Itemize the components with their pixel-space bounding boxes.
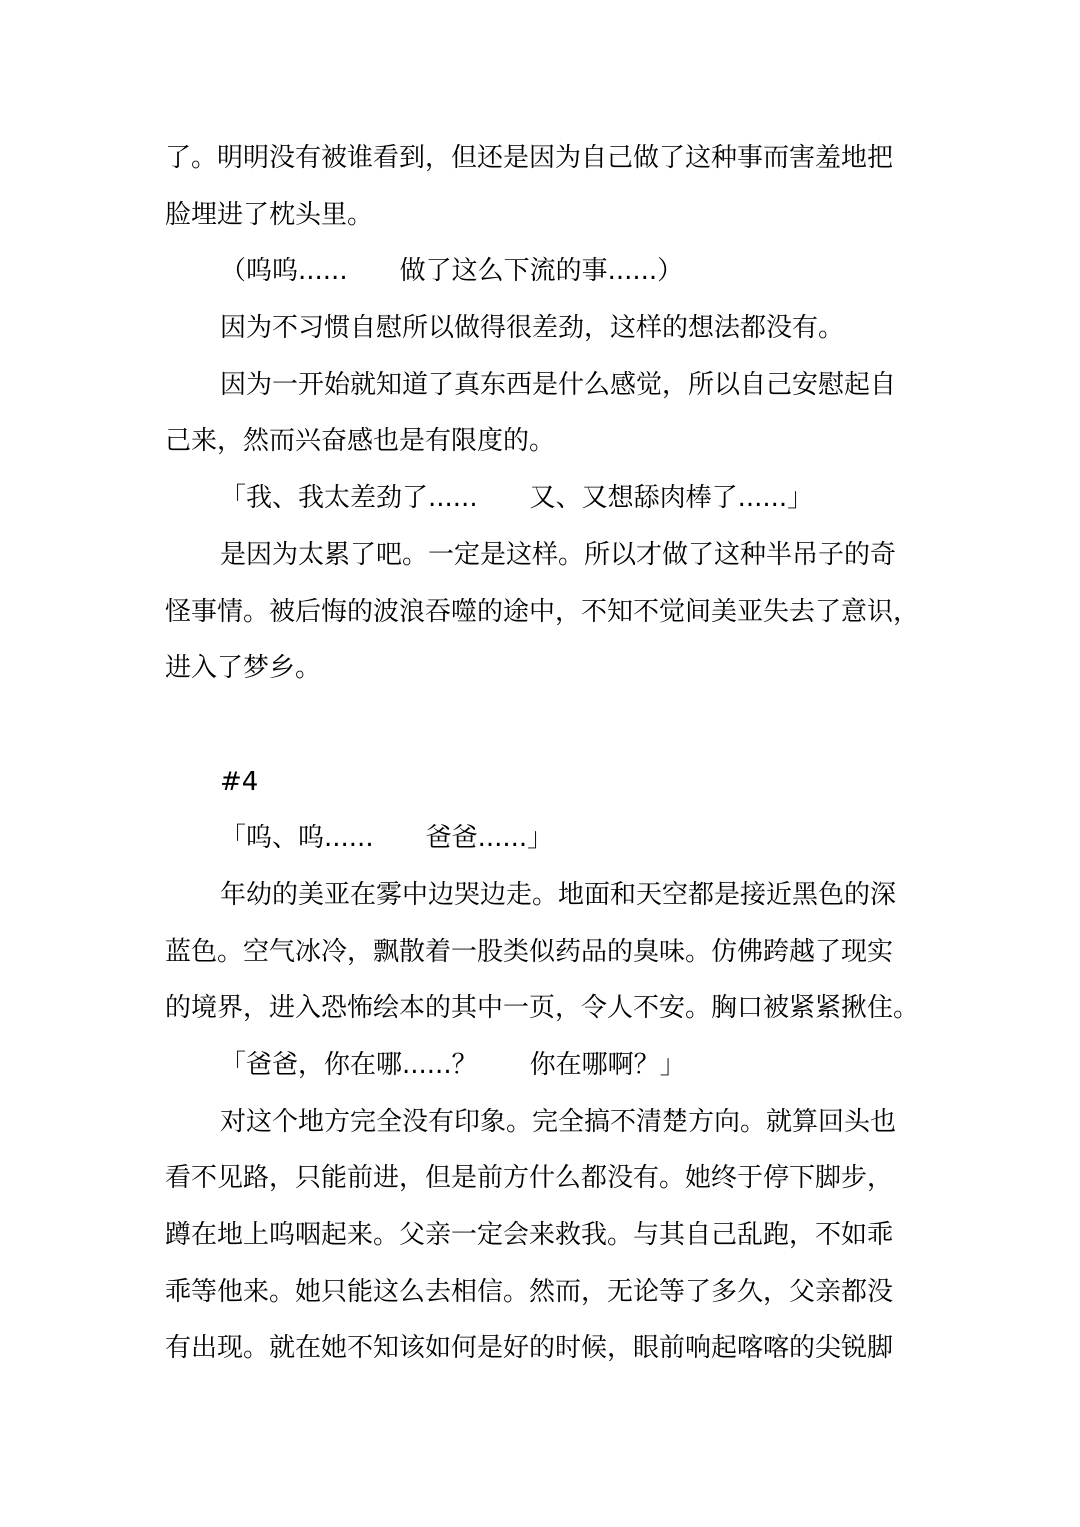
text-line: 「爸爸，你在哪......？ 你在哪啊？」 bbox=[220, 1050, 686, 1080]
text-line: 己来，然而兴奋感也是有限度的。 bbox=[165, 426, 556, 457]
text-line: 乖等他来。她只能这么去相信。然而，无论等了多久，父亲都没 bbox=[165, 1276, 894, 1307]
text-line: 脸埋进了枕头里。 bbox=[165, 199, 374, 230]
text-line: 因为不习惯自慰所以做得很差劲，这样的想法都没有。 bbox=[220, 313, 845, 344]
paragraph-dialogue bbox=[165, 810, 935, 867]
text-line: 对这个地方完全没有印象。完全搞不清楚方向。就算回头也 bbox=[220, 1106, 897, 1137]
body-text bbox=[165, 130, 935, 1377]
text-line: 怪事情。被后悔的波浪吞噬的途中，不知不觉间美亚失去了意识， bbox=[165, 596, 920, 627]
text-line: 「呜、呜...... 爸爸......」 bbox=[220, 823, 554, 854]
text-line: 看不见路，只能前进，但是前方什么都没有。她终于停下脚步， bbox=[165, 1163, 894, 1194]
paragraph-inner-monologue bbox=[165, 243, 935, 300]
paragraph bbox=[165, 867, 935, 1037]
text-line: 蹲在地上呜咽起来。父亲一定会来救我。与其自己乱跑，不如乖 bbox=[165, 1220, 894, 1251]
text-line: 的境界，进入恐怖绘本的其中一页，令人不安。胸口被紧紧揪住。 bbox=[165, 993, 920, 1024]
text-line: 因为一开始就知道了真东西是什么感觉，所以自己安慰起自 bbox=[220, 369, 897, 400]
text-line: 了。明明没有被谁看到，但还是因为自己做了这种事而害羞地把 bbox=[165, 143, 894, 173]
paragraph-dialogue bbox=[165, 1037, 935, 1094]
paragraph bbox=[165, 300, 935, 357]
text-line: 有出现。就在她不知该如何是好的时候，眼前响起喀喀的尖锐脚 bbox=[165, 1333, 894, 1364]
text-line: （呜呜...... 做了这么下流的事......） bbox=[220, 256, 684, 287]
text-line: 蓝色。空气冰冷，飘散着一股类似药品的臭味。仿佛跨越了现实 bbox=[165, 936, 894, 967]
text-line: 是因为太累了吧。一定是这样。所以才做了这种半吊子的奇 bbox=[220, 539, 897, 570]
paragraph-continued bbox=[165, 130, 935, 243]
text-line: 进入了梦乡。 bbox=[165, 653, 322, 684]
text-line: 「我、我太差劲了...... 又、又想舔肉棒了......」 bbox=[220, 483, 814, 514]
text-line: 年幼的美亚在雾中边哭边走。地面和天空都是接近黑色的深 bbox=[220, 879, 897, 910]
paragraph-dialogue bbox=[165, 470, 935, 527]
section-heading: #4 bbox=[220, 766, 259, 797]
paragraph bbox=[165, 1094, 935, 1377]
paragraph bbox=[165, 527, 935, 697]
paragraph bbox=[165, 357, 935, 470]
section-break bbox=[165, 697, 935, 754]
